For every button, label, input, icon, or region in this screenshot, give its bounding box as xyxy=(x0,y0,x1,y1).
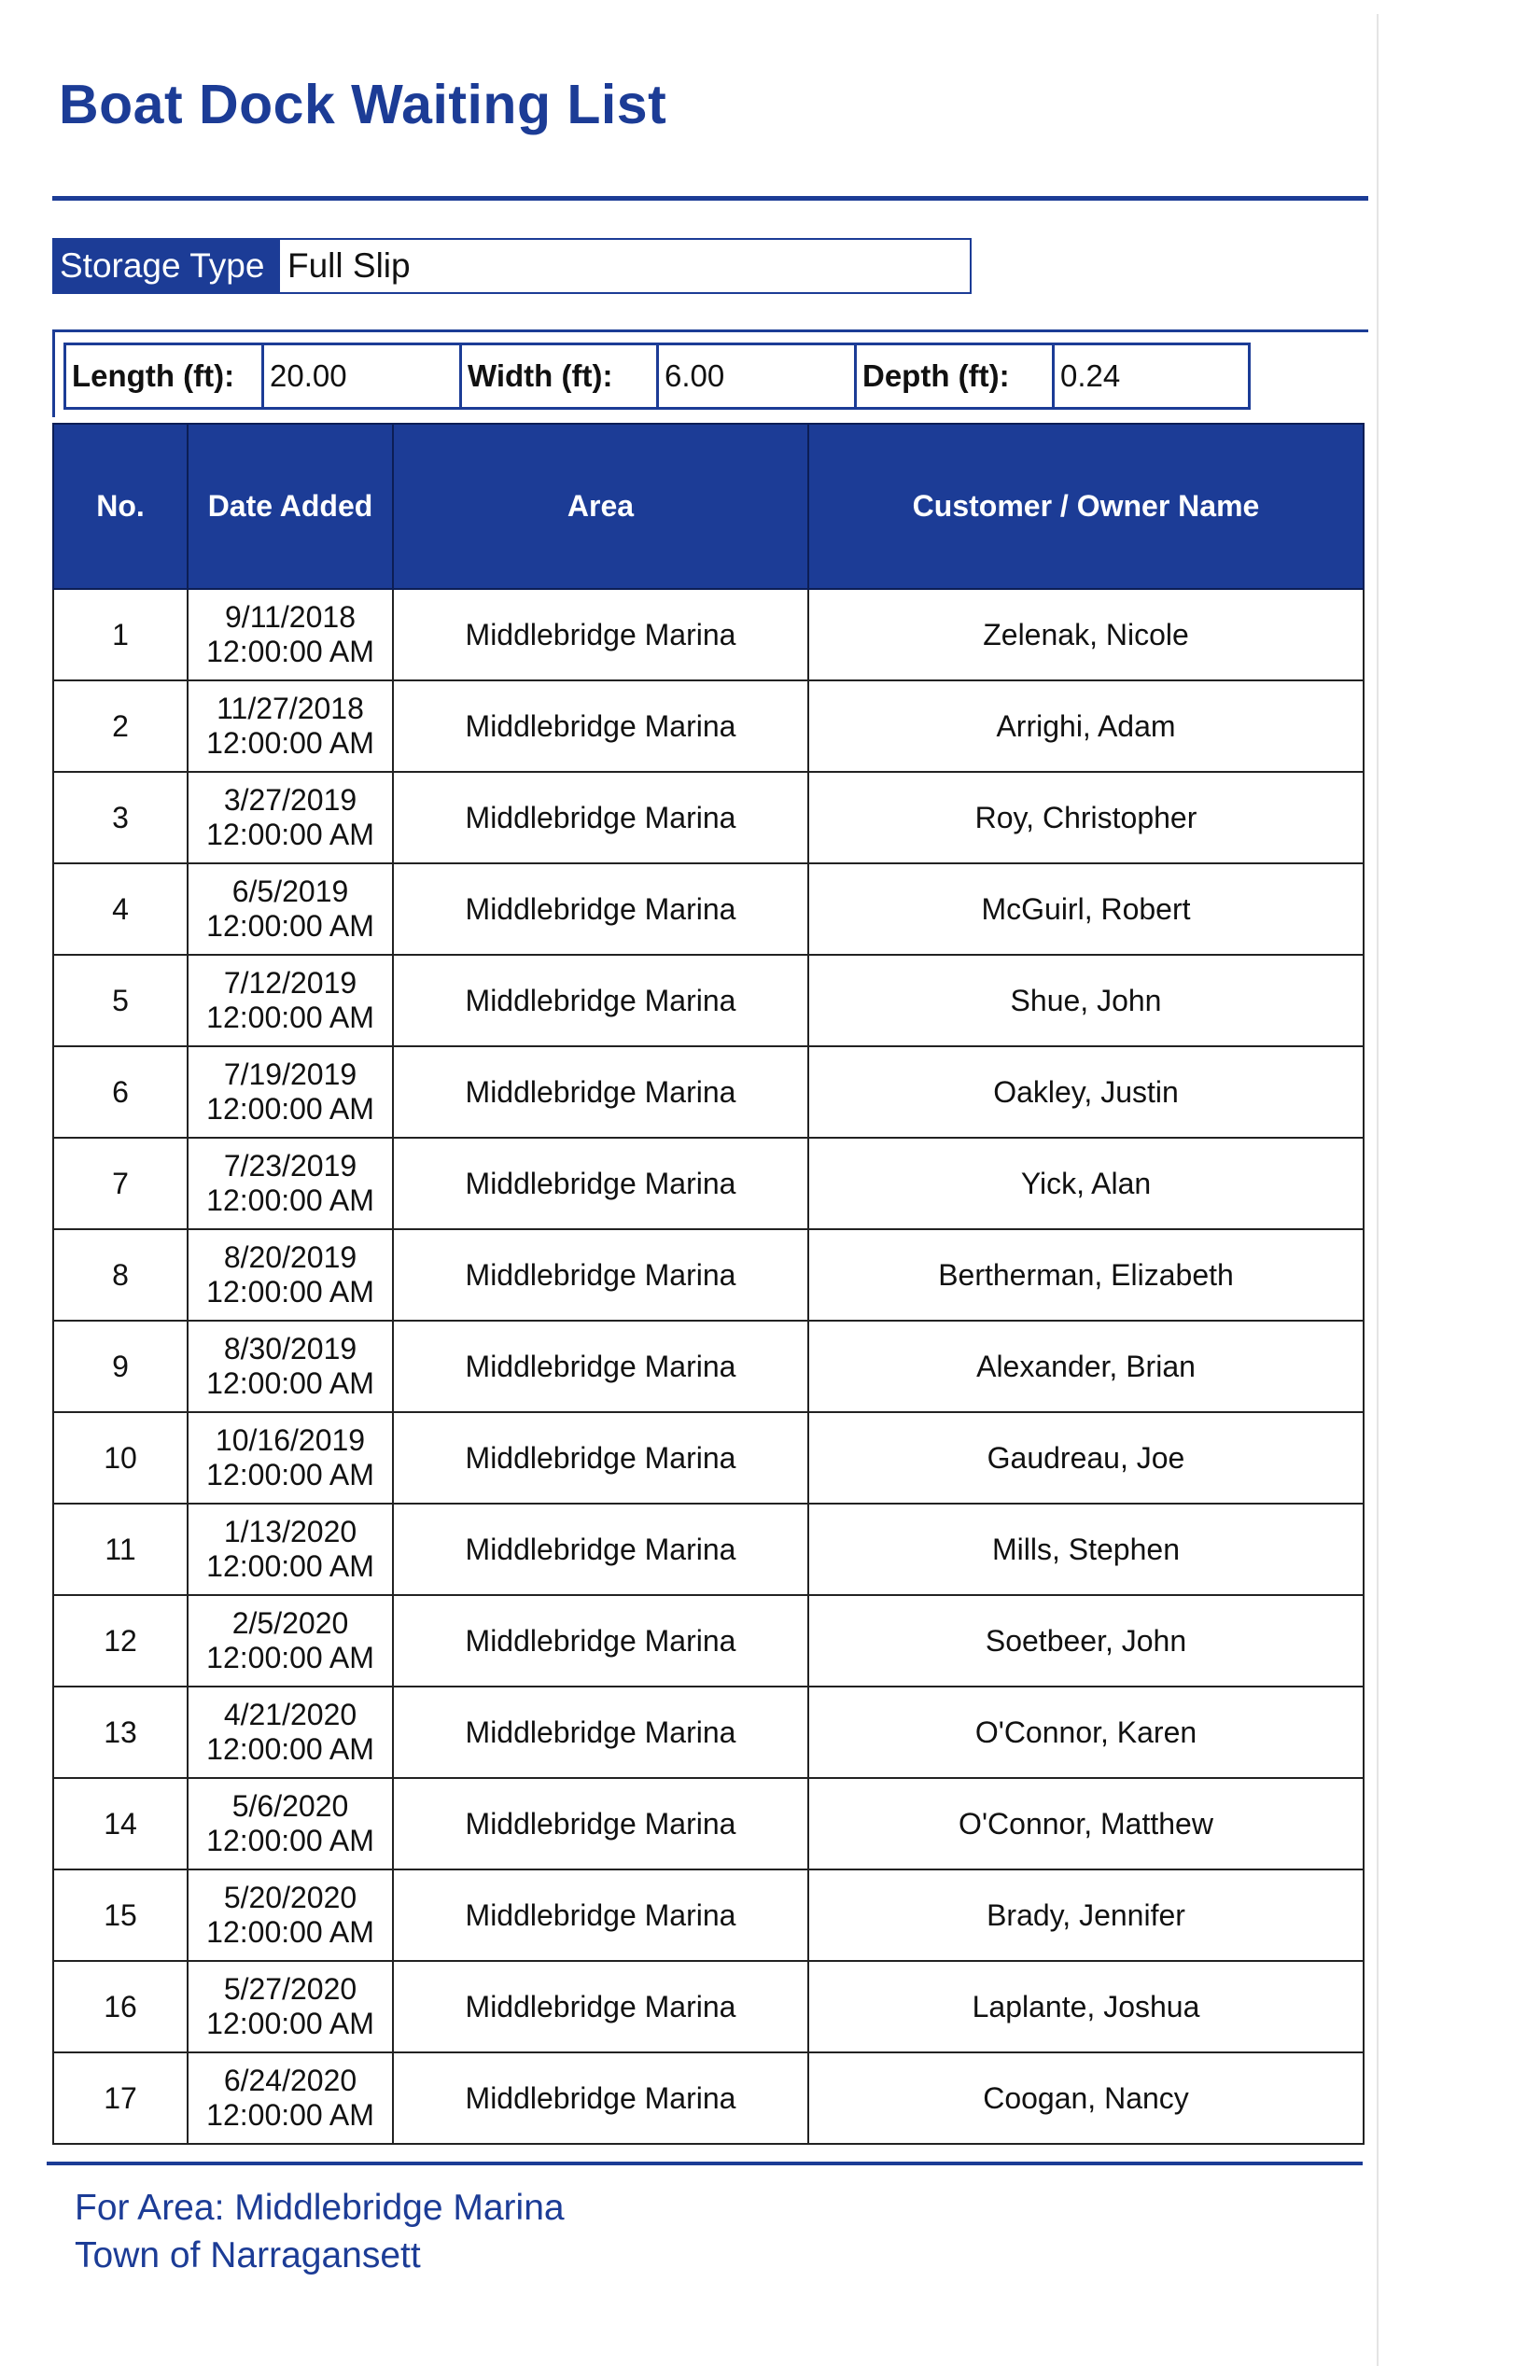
cell-area: Middlebridge Marina xyxy=(393,1778,808,1869)
cell-no: 9 xyxy=(53,1321,188,1412)
cell-area: Middlebridge Marina xyxy=(393,1321,808,1412)
cell-customer-name: Arrighi, Adam xyxy=(808,680,1364,772)
cell-no: 12 xyxy=(53,1595,188,1687)
cell-date-added xyxy=(188,1321,393,1412)
table-row xyxy=(53,772,1364,863)
cell-no: 11 xyxy=(53,1504,188,1595)
footer xyxy=(75,2184,565,2279)
header-no: No. xyxy=(53,424,188,589)
cell-area: Middlebridge Marina xyxy=(393,1412,808,1504)
cell-no: 7 xyxy=(53,1138,188,1229)
cell-no: 5 xyxy=(53,955,188,1046)
cell-no: 4 xyxy=(53,863,188,955)
table-row xyxy=(53,863,1364,955)
cell-area: Middlebridge Marina xyxy=(393,772,808,863)
depth-value: 0.24 xyxy=(1060,358,1121,393)
date-value: 5/20/2020 xyxy=(223,1881,357,1914)
time-value: 12:00:00 AM xyxy=(206,2098,374,2132)
cell-date-added xyxy=(188,1504,393,1595)
cell-no: 3 xyxy=(53,772,188,863)
time-value: 12:00:00 AM xyxy=(206,1915,374,1949)
cell-date-added xyxy=(188,1869,393,1961)
table-row xyxy=(53,589,1364,680)
cell-customer-name: O'Connor, Matthew xyxy=(808,1778,1364,1869)
cell-area: Middlebridge Marina xyxy=(393,1504,808,1595)
width-label: Width (ft): xyxy=(462,345,659,407)
cell-customer-name: Coogan, Nancy xyxy=(808,2052,1364,2144)
cell-no: 16 xyxy=(53,1961,188,2052)
cell-date-added xyxy=(188,955,393,1046)
date-value: 5/6/2020 xyxy=(231,1789,349,1823)
cell-customer-name: Yick, Alan xyxy=(808,1138,1364,1229)
cell-no: 13 xyxy=(53,1687,188,1778)
footer-town-line: Town of Narragansett xyxy=(75,2235,421,2275)
time-value: 12:00:00 AM xyxy=(206,1458,374,1491)
date-value: 7/12/2019 xyxy=(223,966,357,1000)
cell-area: Middlebridge Marina xyxy=(393,1869,808,1961)
cell-customer-name: Gaudreau, Joe xyxy=(808,1412,1364,1504)
cell-customer-name: Alexander, Brian xyxy=(808,1321,1364,1412)
table-row xyxy=(53,1046,1364,1138)
length-value: 20.00 xyxy=(264,345,462,407)
dimensions-row xyxy=(63,343,1251,410)
date-value: 3/27/2019 xyxy=(223,783,357,817)
cell-no: 14 xyxy=(53,1778,188,1869)
table-row xyxy=(53,1595,1364,1687)
table-row xyxy=(53,680,1364,772)
time-value: 12:00:00 AM xyxy=(206,2007,374,2040)
time-value: 12:00:00 AM xyxy=(206,1092,374,1126)
cell-date-added xyxy=(188,1046,393,1138)
footer-area-line: For Area: Middlebridge Marina xyxy=(75,2188,565,2228)
waiting-list-table xyxy=(52,423,1365,2145)
page-title: Boat Dock Waiting List xyxy=(59,74,667,135)
date-value: 2/5/2020 xyxy=(231,1606,349,1640)
cell-no: 10 xyxy=(53,1412,188,1504)
cell-no: 17 xyxy=(53,2052,188,2144)
cell-area: Middlebridge Marina xyxy=(393,955,808,1046)
table-row xyxy=(53,1961,1364,2052)
top-divider xyxy=(52,196,1368,201)
cell-area: Middlebridge Marina xyxy=(393,863,808,955)
cell-no: 6 xyxy=(53,1046,188,1138)
cell-area: Middlebridge Marina xyxy=(393,1138,808,1229)
cell-no: 8 xyxy=(53,1229,188,1321)
time-value: 12:00:00 AM xyxy=(206,1275,374,1309)
table-row xyxy=(53,955,1364,1046)
cell-area: Middlebridge Marina xyxy=(393,1595,808,1687)
time-value: 12:00:00 AM xyxy=(206,1641,374,1674)
cell-date-added xyxy=(188,1687,393,1778)
cell-customer-name: Roy, Christopher xyxy=(808,772,1364,863)
date-value: 11/27/2018 xyxy=(217,692,364,725)
table-row xyxy=(53,1412,1364,1504)
cell-date-added xyxy=(188,680,393,772)
table-row xyxy=(53,1778,1364,1869)
time-value: 12:00:00 AM xyxy=(206,1366,374,1400)
date-value: 4/21/2020 xyxy=(223,1698,357,1731)
date-value: 6/5/2019 xyxy=(231,875,349,908)
cell-area: Middlebridge Marina xyxy=(393,589,808,680)
header-date-added: Date Added xyxy=(188,424,393,589)
header-area: Area xyxy=(393,424,808,589)
table-body xyxy=(53,589,1364,2144)
cell-customer-name: Zelenak, Nicole xyxy=(808,589,1364,680)
table-header-row xyxy=(53,424,1364,589)
cell-date-added xyxy=(188,2052,393,2144)
date-value: 5/27/2020 xyxy=(223,1972,357,2006)
table-row xyxy=(53,1869,1364,1961)
cell-customer-name: Bertherman, Elizabeth xyxy=(808,1229,1364,1321)
time-value: 12:00:00 AM xyxy=(206,635,374,668)
cell-area: Middlebridge Marina xyxy=(393,2052,808,2144)
cell-no: 1 xyxy=(53,589,188,680)
cell-area: Middlebridge Marina xyxy=(393,1229,808,1321)
storage-type-field xyxy=(52,238,972,294)
cell-area: Middlebridge Marina xyxy=(393,1687,808,1778)
date-value: 10/16/2019 xyxy=(215,1423,366,1457)
date-value: 7/23/2019 xyxy=(223,1149,357,1183)
cell-customer-name: Oakley, Justin xyxy=(808,1046,1364,1138)
time-value: 12:00:00 AM xyxy=(206,818,374,851)
date-value: 9/11/2018 xyxy=(225,600,356,634)
length-label: Length (ft): xyxy=(66,345,264,407)
cell-area: Middlebridge Marina xyxy=(393,680,808,772)
time-value: 12:00:00 AM xyxy=(206,726,374,760)
cell-customer-name: O'Connor, Karen xyxy=(808,1687,1364,1778)
storage-type-value: Full Slip xyxy=(287,246,411,285)
cell-date-added xyxy=(188,1412,393,1504)
time-value: 12:00:00 AM xyxy=(206,1732,374,1766)
table-row xyxy=(53,1138,1364,1229)
date-value: 6/24/2020 xyxy=(223,2064,357,2097)
cell-date-added xyxy=(188,1778,393,1869)
time-value: 12:00:00 AM xyxy=(206,1183,374,1217)
date-value: 8/30/2019 xyxy=(223,1332,357,1365)
date-value: 8/20/2019 xyxy=(223,1240,357,1274)
cell-customer-name: Brady, Jennifer xyxy=(808,1869,1364,1961)
time-value: 12:00:00 AM xyxy=(206,1824,374,1857)
depth-label: Depth (ft): xyxy=(857,345,1055,407)
cell-date-added xyxy=(188,863,393,955)
cell-date-added xyxy=(188,1595,393,1687)
cell-customer-name: Mills, Stephen xyxy=(808,1504,1364,1595)
cell-no: 15 xyxy=(53,1869,188,1961)
cell-date-added xyxy=(188,1229,393,1321)
cell-area: Middlebridge Marina xyxy=(393,1046,808,1138)
cell-date-added xyxy=(188,1961,393,2052)
header-customer-name: Customer / Owner Name xyxy=(808,424,1364,589)
table-row xyxy=(53,1229,1364,1321)
cell-date-added xyxy=(188,772,393,863)
bottom-divider xyxy=(47,2162,1363,2165)
cell-customer-name: Soetbeer, John xyxy=(808,1595,1364,1687)
date-value: 7/19/2019 xyxy=(223,1057,357,1091)
time-value: 12:00:00 AM xyxy=(206,1001,374,1034)
cell-date-added xyxy=(188,1138,393,1229)
table-row xyxy=(53,2052,1364,2144)
cell-no: 2 xyxy=(53,680,188,772)
time-value: 12:00:00 AM xyxy=(206,1549,374,1583)
width-value: 6.00 xyxy=(659,345,857,407)
cell-customer-name: McGuirl, Robert xyxy=(808,863,1364,955)
cell-customer-name: Laplante, Joshua xyxy=(808,1961,1364,2052)
page-edge xyxy=(1377,14,1379,2366)
table-row xyxy=(53,1504,1364,1595)
table-row xyxy=(53,1687,1364,1778)
date-value: 1/13/2020 xyxy=(223,1515,357,1548)
cell-date-added xyxy=(188,589,393,680)
cell-customer-name: Shue, John xyxy=(808,955,1364,1046)
time-value: 12:00:00 AM xyxy=(206,909,374,943)
storage-type-label: Storage Type xyxy=(54,240,280,292)
table-row xyxy=(53,1321,1364,1412)
cell-area: Middlebridge Marina xyxy=(393,1961,808,2052)
